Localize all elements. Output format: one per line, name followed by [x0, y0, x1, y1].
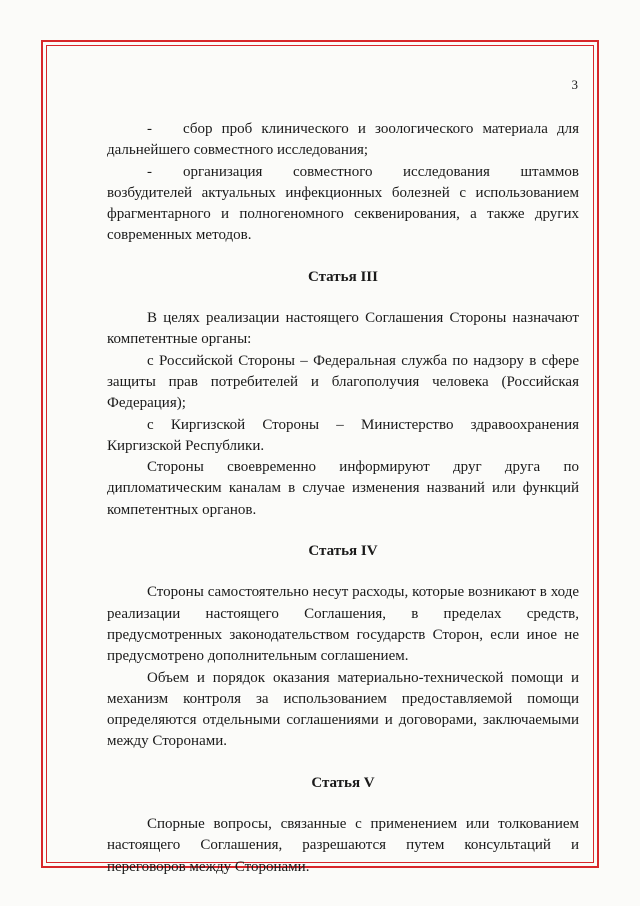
- article-4-paragraph: Объем и порядок оказания материально-технической помощи и механизм контроля за использованием предоставляемой помощи определяются отдельными соглашениями и договорами, заключаемыми между Сторонами.: [107, 669, 579, 750]
- article-3-title: Статья III: [308, 268, 378, 285]
- page-number: 3: [571, 77, 578, 92]
- article-4-title: Статья IV: [308, 543, 378, 560]
- document-body: [107, 119, 579, 878]
- bullet-text: организация совместного исследования штаммов возбудителей актуальных инфекционных болезней с использованием фрагментарного и полногеномного секвенирования, а также других современных методов.: [107, 163, 579, 244]
- bullet-item: [107, 119, 579, 162]
- article-5-paragraph: Спорные вопросы, связанные с применением или толкованием настоящего Соглашения, разрешаются путем консультаций и переговоров между Сторонами.: [107, 816, 579, 875]
- bullet-marker: -: [147, 163, 152, 180]
- article-3-paragraph: с Российской Стороны – Федеральная служба по надзору в сфере защиты прав потребителей и благополучия человека (Российская Федерация);: [107, 352, 579, 412]
- article-3-paragraph: с Киргизской Стороны – Министерство здравоохранения Киргизской Республики.: [107, 416, 579, 454]
- article-4-paragraph: Стороны самостоятельно несут расходы, которые возникают в ходе реализации настоящего Соглашения, в пределах средств, предусмотренных законодательством государств Сторон, если иное не предусмотрено дополнительным соглашением.: [107, 584, 579, 665]
- bullet-text: сбор проб клинического и зоологического материала для дальнейшего совместного исследования;: [107, 121, 579, 159]
- bullet-marker: -: [147, 121, 152, 137]
- article-3-paragraph: В целях реализации настоящего Соглашения Стороны назначают компетентные органы:: [107, 310, 579, 348]
- article-3-paragraph: Стороны своевременно информируют друг друга по дипломатическим каналам в случае изменения названий или функций компетентных органов.: [107, 459, 579, 518]
- article-5-title: Статья V: [311, 774, 375, 791]
- bullet-item: [107, 162, 579, 247]
